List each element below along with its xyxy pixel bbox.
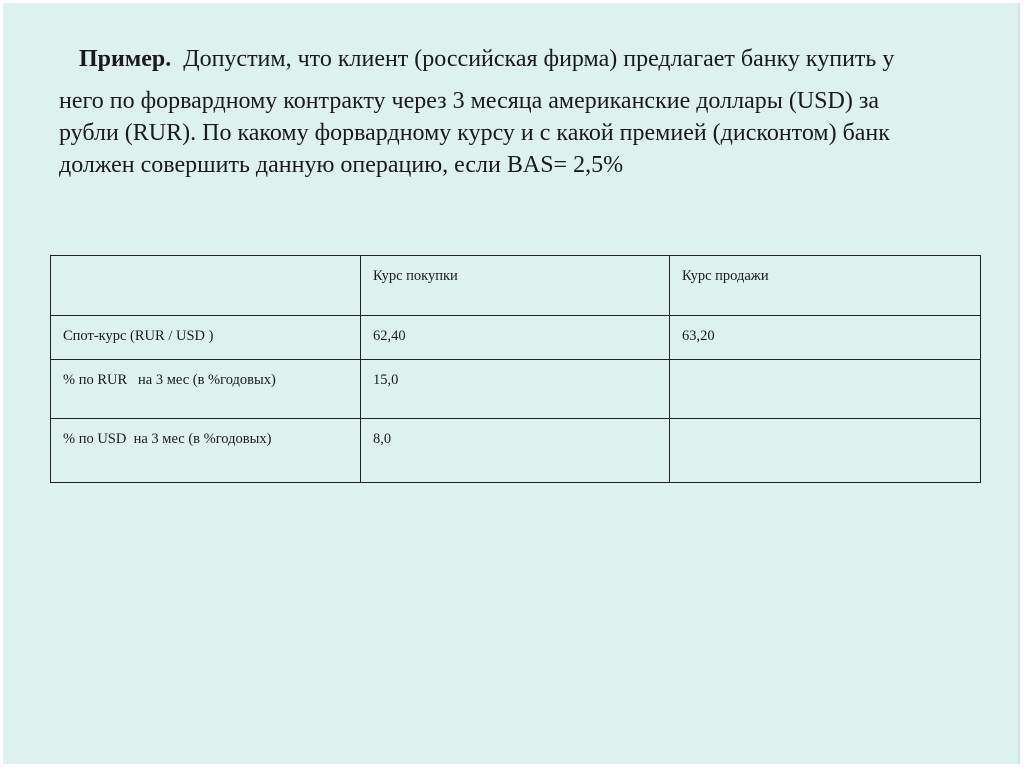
problem-line: должен совершить данную операцию, если BAS= 2,5% (59, 152, 624, 178)
header-cell-sell-rate: Курс продажи (670, 256, 981, 316)
example-label: Пример. (79, 46, 172, 72)
rates-table (50, 255, 981, 483)
sell-rate-cell (670, 360, 981, 419)
row-label: % по USD на 3 мес (в %годовых) (51, 419, 361, 483)
problem-line: рубли (RUR). По какому форвардному курсу и с какой премией (дисконтом) банк (59, 120, 890, 146)
table-row (51, 316, 981, 360)
buy-rate-cell: 15,0 (361, 360, 670, 419)
table-row (51, 360, 981, 419)
sell-rate-cell (670, 419, 981, 483)
problem-statement (59, 43, 989, 181)
buy-rate-cell: 62,40 (361, 316, 670, 360)
sell-rate-cell: 63,20 (670, 316, 981, 360)
table-header-row (51, 256, 981, 316)
row-label: % по RUR на 3 мес (в %годовых) (51, 360, 361, 419)
table-row (51, 419, 981, 483)
header-cell-empty (51, 256, 361, 316)
slide (3, 3, 1020, 764)
problem-line: него по форвардному контракту через 3 месяца американские доллары (USD) за (59, 88, 879, 114)
buy-rate-cell: 8,0 (361, 419, 670, 483)
problem-first-line-text: Допустим, что клиент (российская фирма) предлагает банку купить у (183, 46, 895, 72)
problem-first-line (59, 43, 989, 75)
row-label: Спот-курс (RUR / USD ) (51, 316, 361, 360)
header-cell-buy-rate: Курс покупки (361, 256, 670, 316)
